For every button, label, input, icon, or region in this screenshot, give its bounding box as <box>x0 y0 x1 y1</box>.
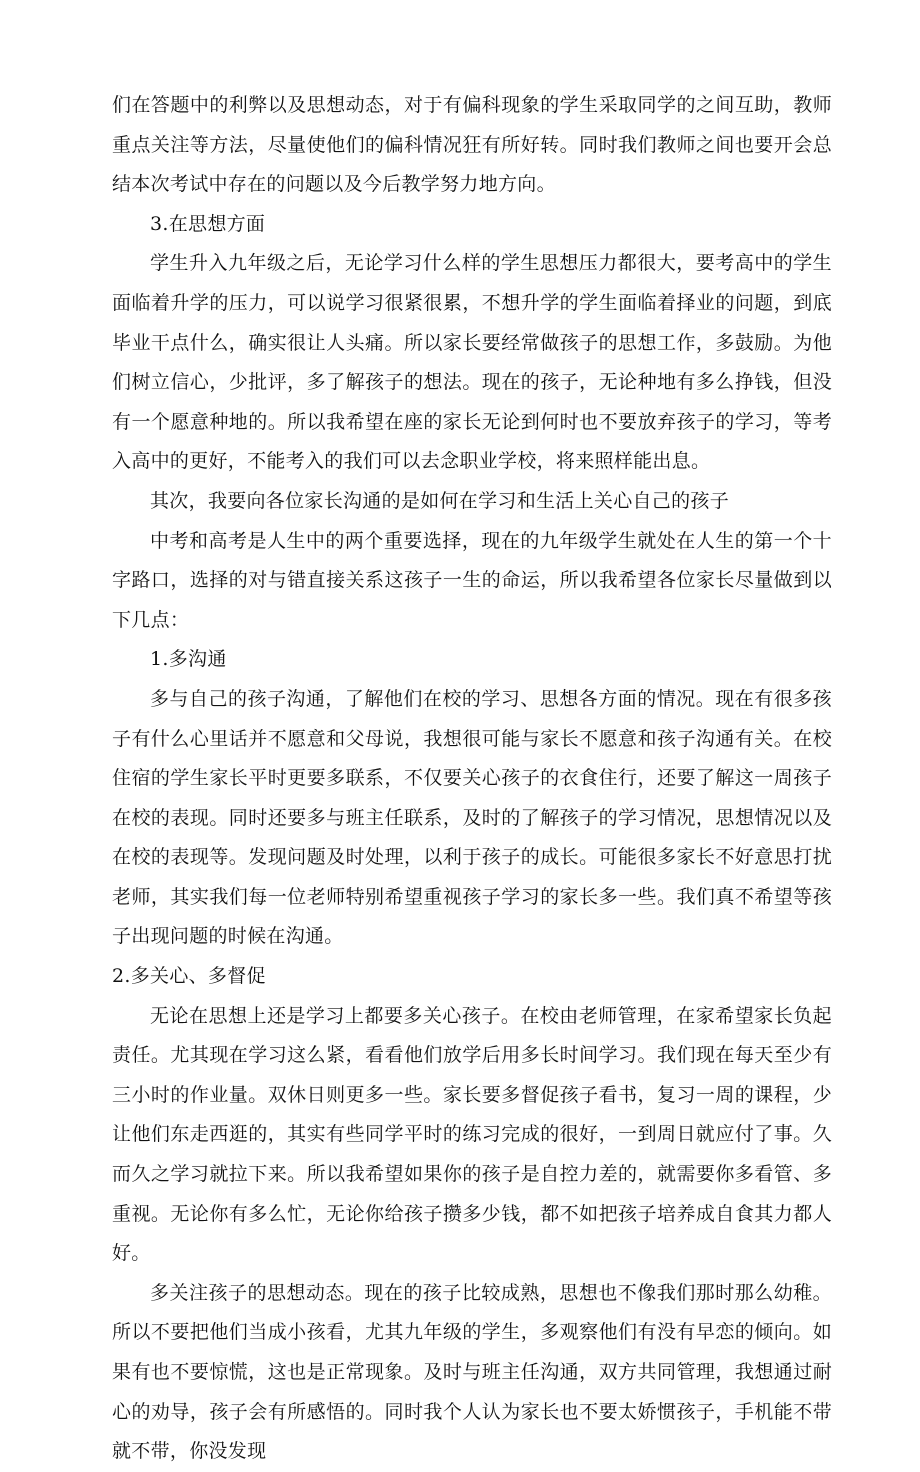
paragraph-attention: 多关注孩子的思想动态。现在的孩子比较成熟，思想也不像我们那时那么幼稚。所以不要把他们当成小孩看，尤其九年级的学生，多观察他们有没有早恋的倾向。如果有也不要惊慌，这也是正常现象。及时与班主任沟通，双方共同管理，我想通过耐心的劝导，孩子会有所感悟的。同时我个人认为家长也不要太娇惯孩子，手机能不带就不带，你没发现 <box>112 1281 832 1463</box>
paragraph-continuation: 们在答题中的利弊以及思想动态，对于有偏科现象的学生采取同学的之间互助，教师重点关注等方法，尽量使他们的偏科情况狂有所好转。同时我们教师之间也要开会总结本次考试中存在的问题以及今后教学努力地方向。 <box>112 94 832 196</box>
paragraph-secondly: 其次，我要向各位家长沟通的是如何在学习和生活上关心自己的孩子 <box>150 489 730 512</box>
paragraph-care: 无论在思想上还是学习上都要多关心孩子。在校由老师管理，在家希望家长负起责任。尤其现在学习这么紧，看看他们放学后用多长时间学习。我们现在每天至少有三小时的作业量。双休日则更多一些。家长要多督促孩子看书，复习一周的课程，少让他们东走西逛的，其实有些同学平时的练习完成的很好，一到周日就应付了事。久而久之学习就拉下来。所以我希望如果你的孩子是自控力差的，就需要你多看管、多重视。无论你有多么忙，无论你给孩子攒多少钱，都不如把孩子培养成自食其力都人好。 <box>112 1004 832 1265</box>
paragraph-exam-choice: 中考和高考是人生中的两个重要选择，现在的九年级学生就处在人生的第一个十字路口，选择的对与错直接关系这孩子一生的命运，所以我希望各位家长尽量做到以下几点： <box>112 529 832 631</box>
paragraph-communicate: 多与自己的孩子沟通，了解他们在校的学习、思想各方面的情况。现在有很多孩子有什么心里话并不愿意和父母说，我想很可能与家长不愿意和孩子沟通有关。在校住宿的学生家长平时更要多联系，不仅要关心孩子的衣食住行，还要了解这一周孩子在校的表现。同时还要多与班主任联系，及时的了解孩子的学习情况，思想情况以及在校的表现等。发现问题及时处理，以利于孩子的成长。可能很多家长不好意思打扰老师，其实我们每一位老师特别希望重视孩子学习的家长多一些。我们真不希望等孩子出现问题的时候在沟通。 <box>112 687 832 948</box>
section-heading-thought: 3.在思想方面 <box>150 212 266 235</box>
document-body <box>112 86 832 1472</box>
section-heading-care-supervise: 2.多关心、多督促 <box>112 965 266 988</box>
section-heading-communicate: 1.多沟通 <box>150 648 227 671</box>
paragraph-thought: 学生升入九年级之后，无论学习什么样的学生思想压力都很大，要考高中的学生面临着升学的压力，可以说学习很紧很累，不想升学的学生面临着择业的问题，到底毕业干点什么，确实很让人头痛。所以家长要经常做孩子的思想工作，多鼓励。为他们树立信心，少批评，多了解孩子的想法。现在的孩子，无论种地有多么挣钱，但没有一个愿意种地的。所以我希望在座的家长无论到何时也不要放弃孩子的学习，等考入高中的更好，不能考入的我们可以去念职业学校，将来照样能出息。 <box>112 252 832 473</box>
